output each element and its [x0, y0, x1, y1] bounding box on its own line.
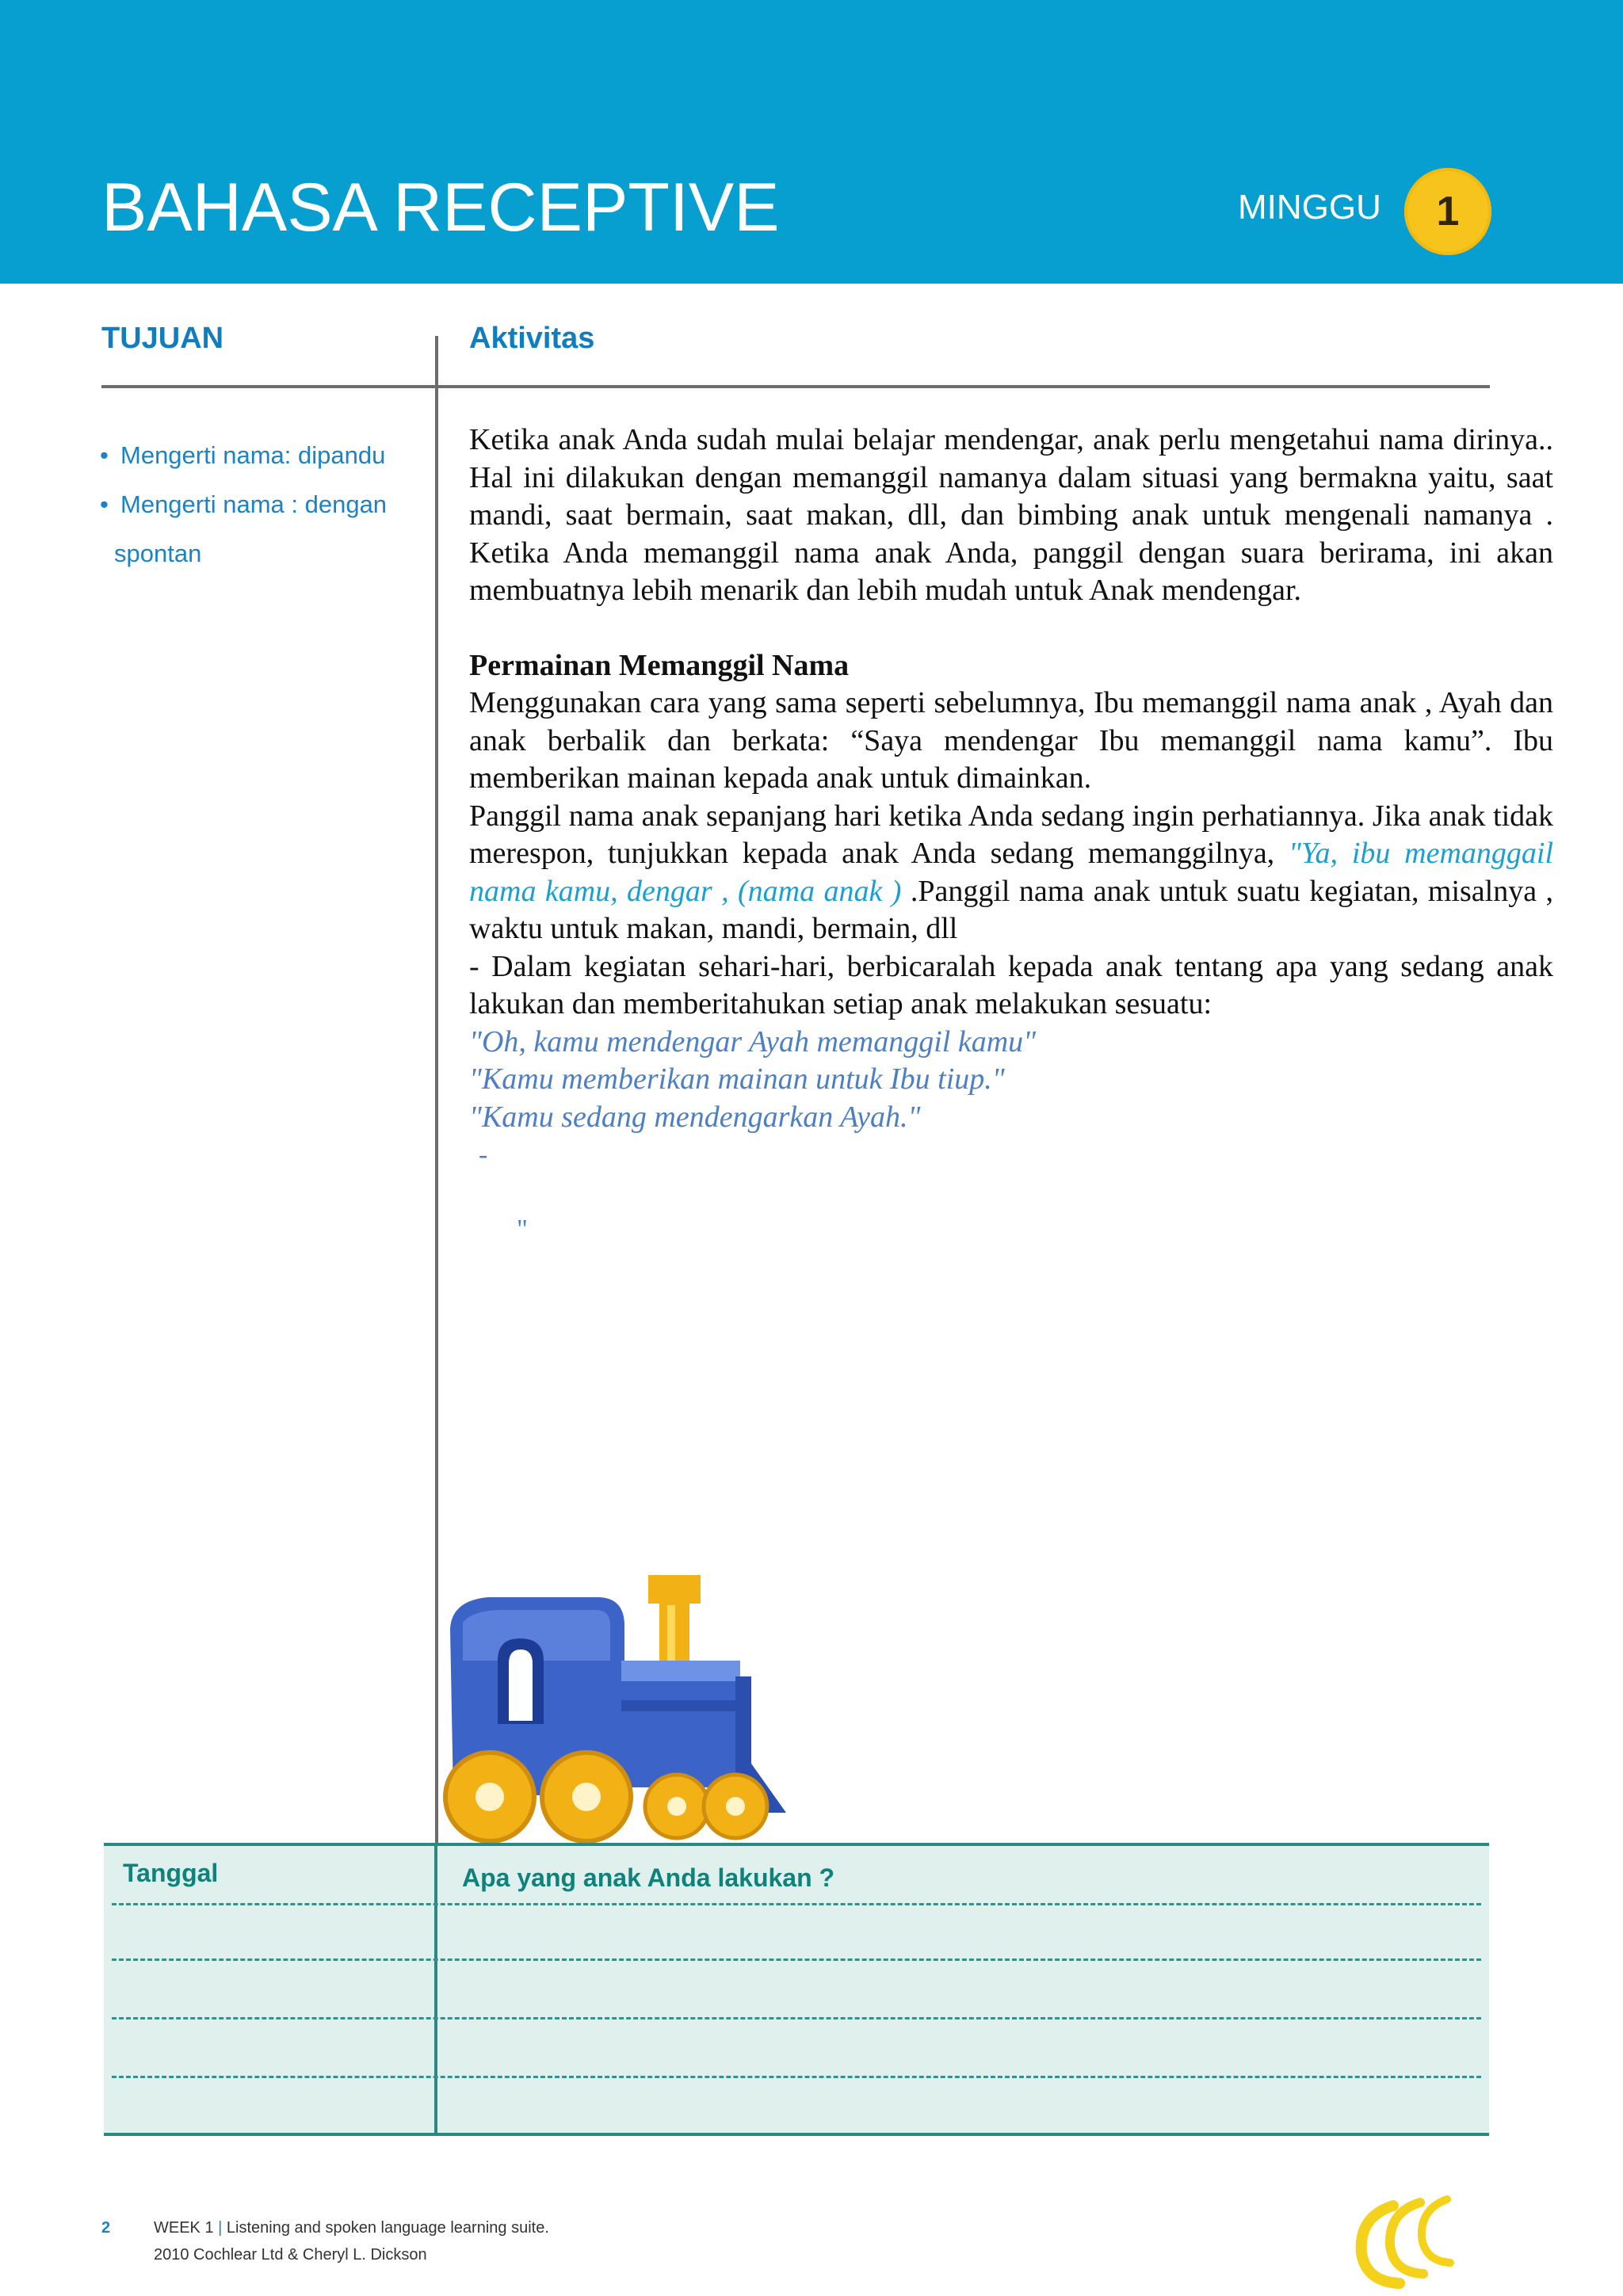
- stray-dash: -: [479, 1140, 488, 1169]
- toy-train-icon: [441, 1566, 805, 1844]
- footer-suite: Listening and spoken language learning suite.: [226, 2219, 549, 2237]
- stray-quote: ": [517, 1214, 528, 1244]
- footer-copyright: 2010 Cochlear Ltd & Cheryl L. Dickson: [154, 2246, 427, 2264]
- week-number-badge: 1: [1404, 168, 1491, 255]
- page-title: BAHASA RECEPTIVE: [101, 170, 780, 246]
- log-date-heading: Tanggal: [123, 1859, 219, 1887]
- page-header: [0, 0, 1623, 284]
- activity-log-table: [104, 1843, 1489, 2136]
- call-quote: "Ya, ibu memanggail nama kamu, dengar , (nama anak ): [469, 837, 1554, 908]
- goal-item-continuation: spontan: [114, 540, 202, 567]
- game-paragraph: Menggunakan cara yang sama seperti sebelumnya, Ibu memanggil nama anak , Ayah dan anak berbalik dan berkata: “Saya mendengar Ibu memanggil nama kamu”. Ibu memberikan mainan kepada anak untuk dimainkan.: [469, 686, 1553, 795]
- daily-paragraph: - Dalam kegiatan sehari-hari, berbicaralah kepada anak tentang apa yang sedang anak lakukan dan memberitahukan setiap anak melakukan sesuatu:: [469, 949, 1553, 1020]
- week-label: MINGGU: [1238, 188, 1381, 227]
- page-number: 2: [101, 2219, 111, 2237]
- footer-separator: |: [218, 2219, 223, 2237]
- log-write-line[interactable]: [112, 1903, 1481, 1905]
- goals-list: [100, 431, 417, 578]
- cochlear-logo-icon: [1344, 2188, 1471, 2291]
- example-phrase: "Oh, kamu mendengar Ayah memanggil kamu": [469, 1024, 1037, 1058]
- example-phrase: "Kamu sedang mendengarkan Ayah.": [469, 1100, 921, 1134]
- goals-heading: TUJUAN: [101, 322, 224, 355]
- goal-item: • Mengerti nama: dipandu: [100, 431, 417, 480]
- call-paragraph: Panggil nama anak sepanjang hari ketika Anda sedang ingin perhatiannya. Jika anak tidak merespon, tunjukkan kepada anak Anda sedang memanggilnya, "Ya, ibu memanggail nama kamu, dengar , (nama anak ) .Panggil nama anak untuk suatu kegiatan, misalnya , waktu untuk makan, mandi, bermain, dll: [469, 799, 1554, 945]
- log-write-line[interactable]: [112, 2017, 1481, 2019]
- log-write-line[interactable]: [112, 2076, 1481, 2078]
- log-write-line[interactable]: [112, 1958, 1481, 1961]
- game-title: Permainan Memanggil Nama: [469, 648, 850, 682]
- footer-week: WEEK 1: [154, 2219, 214, 2237]
- log-column-divider: [434, 1846, 437, 2133]
- goal-item: • Mengerti nama : dengan: [100, 480, 417, 529]
- footer-line-1: [154, 2215, 549, 2241]
- activity-content: [469, 421, 1553, 1248]
- log-note-heading: Apa yang anak Anda lakukan ?: [462, 1863, 835, 1892]
- heading-divider: [101, 385, 1490, 388]
- column-divider: [435, 336, 438, 1848]
- activities-heading: Aktivitas: [469, 322, 595, 355]
- intro-paragraph: Ketika anak Anda sudah mulai belajar mendengar, anak perlu mengetahui nama dirinya.. Hal ini dilakukan dengan memanggil namanya dalam situasi yang bermakna yaitu, saat mandi, saat bermain, saat makan, dll, dan bimbing anak untuk mengenali namanya . Ketika Anda memanggil nama anak Anda, panggil dengan suara berirama, ini akan membuatnya lebih menarik dan lebih mudah untuk Anak mendengar.: [469, 423, 1553, 607]
- example-phrase: "Kamu memberikan mainan untuk Ibu tiup.": [469, 1062, 1005, 1096]
